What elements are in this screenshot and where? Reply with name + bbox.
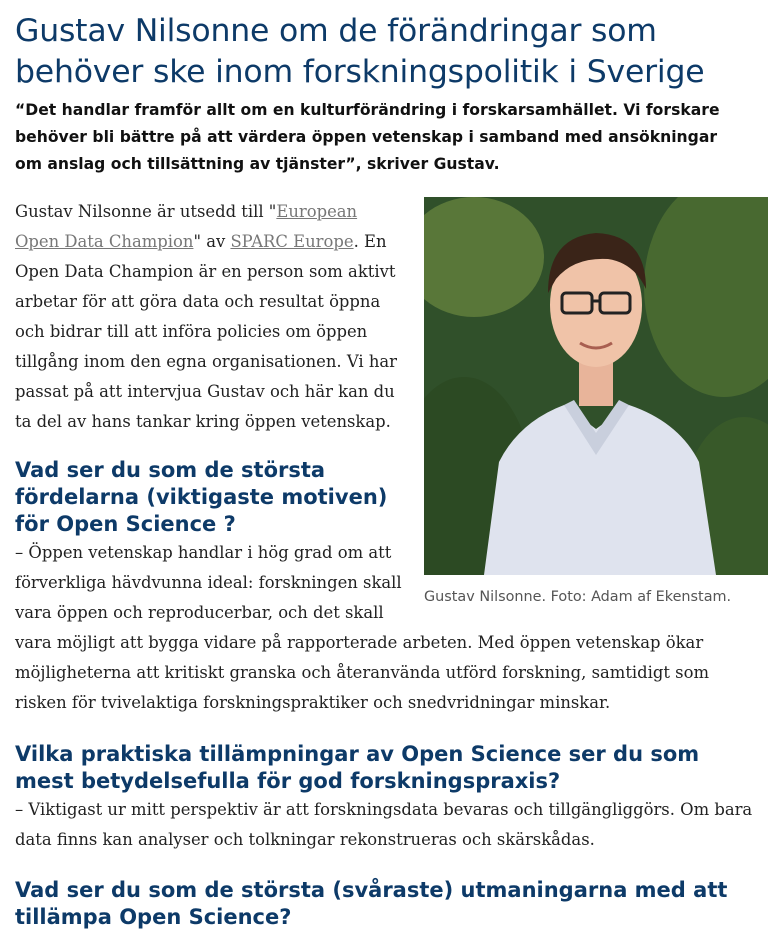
photo-figure [424, 197, 768, 605]
article-title: Gustav Nilsonne om de förändringar som behöver ske inom forskningspolitik i Sverige [15, 13, 705, 90]
section-heading-benefits: Vad ser du som de största fördelarna (viktigaste motiven) för Open Science ? [15, 458, 388, 536]
intro-text-2: " av [193, 232, 231, 251]
intro-text-1: Gustav Nilsonne är utsedd till " [15, 202, 277, 221]
section-heading-applications: Vilka praktiska tillämpningar av Open Science ser du som mest betydelsefulla för god forskningspraxis? [15, 742, 700, 793]
article-lead: “Det handlar framför allt om en kulturförändring i forskarsamhället. Vi forskare behöver bli bättre på att värdera öppen vetenskap i samband med ansökningar om anslag och tillsättning av tjänster”, skriver Gustav. [15, 101, 720, 173]
section-heading-challenges: Vad ser du som de största (svåraste) utmaningarna med att tillämpa Open Science? [15, 878, 728, 929]
article [0, 11, 768, 931]
photo-caption: Gustav Nilsonne. Foto: Adam af Ekenstam. [424, 589, 732, 605]
intro-text-3: . En Open Data Champion är en person som aktivt arbetar för att göra data och resultat öppna och bidrar till att införa policies om öppen tillgång inom den egna organisationen. Vi har passat på att intervjua Gustav och här kan du ta del av hans tankar kring öppen vetenskap. [15, 232, 397, 431]
sparc-europe-link[interactable]: SPARC Europe [230, 232, 354, 251]
section-text-benefits: – Öppen vetenskap handlar i hög grad om att förverkliga hävdvunna ideal: forskningen skall vara öppen och reproducerbar, och det skall vara möjligt att bygga vidare på rapporterade arbeten. Med öppen vetenskap ökar möjligheterna att kritiskt granska och återanvända utförd forskning, samtidigt som risken för tvivelaktiga forskningspraktiker och snedvridningar minskar. [15, 543, 709, 712]
portrait-photo [424, 197, 768, 575]
section-text-applications: – Viktigast ur mitt perspektiv är att forskningsdata bevaras och tillgängliggörs. Om bara data finns kan analyser och tolkningar rekonstrueras och skärskådas. [15, 800, 753, 849]
european-open-data-champion-link[interactable]: European Open Data Champion [15, 202, 358, 251]
